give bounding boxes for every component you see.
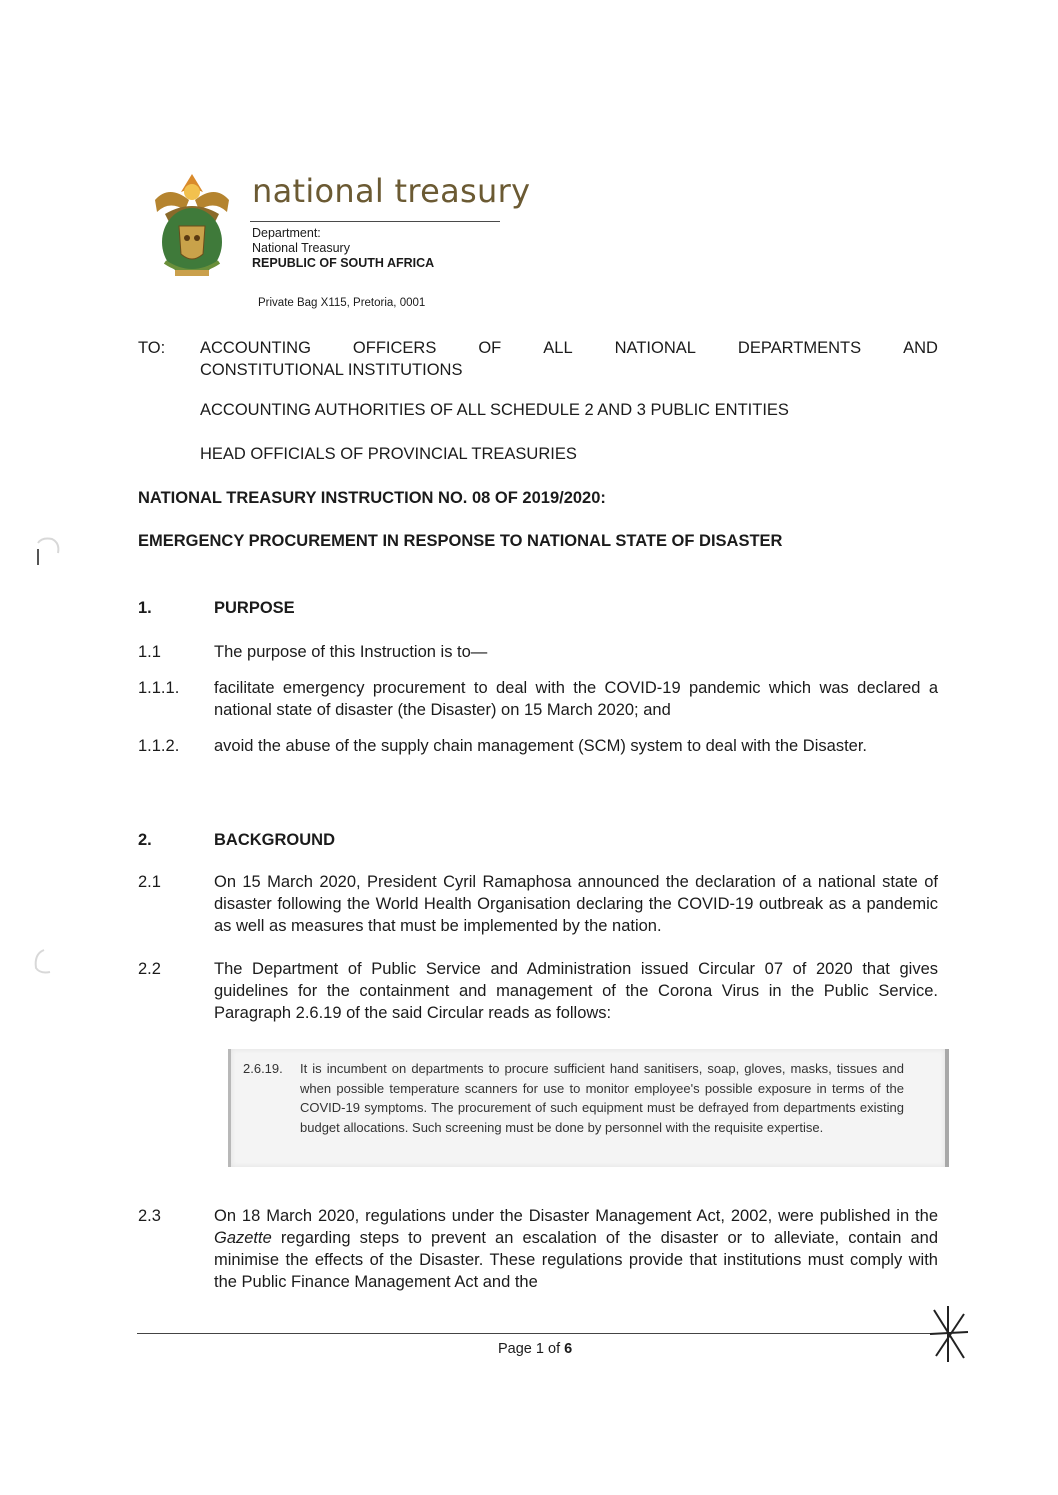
addressee-word: ALL <box>543 339 573 357</box>
paragraph-number: 2.2 <box>138 960 161 978</box>
paragraph-text <box>214 1205 938 1293</box>
department-block <box>252 226 434 271</box>
section-heading: BACKGROUND <box>214 831 335 849</box>
gazette-italic: Gazette <box>214 1229 272 1247</box>
paragraph-number: 2.1 <box>138 873 161 891</box>
country-name: REPUBLIC OF SOUTH AFRICA <box>252 256 435 270</box>
handwritten-initials-signature <box>924 1304 974 1366</box>
addressee-word: ACCOUNTING <box>200 339 311 357</box>
postal-address: Private Bag X115, Pretoria, 0001 <box>258 297 426 309</box>
addressee-line-2: ACCOUNTING AUTHORITIES OF ALL SCHEDULE 2 AND 3 PUBLIC ENTITIES <box>200 401 789 419</box>
page-prefix: Page <box>498 1341 536 1357</box>
paragraph-text: On 15 March 2020, President Cyril Ramaphosa announced the declaration of a national state of disaster following the World Health Organisation declaring the COVID-19 outbreak as a pandemic as well as measures that must be implemented by the nation. <box>214 873 938 935</box>
quote-number: 2.6.19. <box>243 1061 283 1076</box>
addressee-word: AND <box>903 339 938 357</box>
addressee-line-3: HEAD OFFICIALS OF PROVINCIAL TREASURIES <box>200 445 577 463</box>
footer-divider <box>137 1333 935 1334</box>
section-heading: PURPOSE <box>214 599 295 617</box>
to-label: TO: <box>138 339 166 357</box>
section-number: 1. <box>138 599 152 617</box>
page-total: 6 <box>564 1341 573 1357</box>
instruction-title: NATIONAL TREASURY INSTRUCTION NO. 08 OF 2019/2020: <box>138 489 606 507</box>
paragraph-number: 1.1.1. <box>138 679 180 697</box>
paragraph-text-part: On 18 March 2020, regulations under the Disaster Management Act, 2002, were published in the <box>214 1207 938 1225</box>
addressee-word: OF <box>478 339 502 357</box>
page-current: 1 <box>535 1341 544 1357</box>
department-name: National Treasury <box>252 241 350 255</box>
brand-divider <box>250 221 500 222</box>
addressee-line-1b: CONSTITUTIONAL INSTITUTIONS <box>200 361 463 379</box>
instruction-subject: EMERGENCY PROCUREMENT IN RESPONSE TO NATIONAL STATE OF DISASTER <box>138 532 783 550</box>
paragraph-text-part: regarding steps to prevent an escalation of the disaster or to alleviate, contain and minimise the effects of the Disaster. These regulations provide that institutions must comply with the Public Finance Management Act and the <box>214 1229 938 1291</box>
brand-wordmark: national treasury <box>252 172 531 210</box>
scan-artifact-mark <box>30 535 64 575</box>
scan-artifact-mark <box>30 948 56 976</box>
addressee-word: OFFICERS <box>352 339 437 357</box>
paragraph-text: The purpose of this Instruction is to— <box>214 643 488 661</box>
quote-text: It is incumbent on departments to procure sufficient hand sanitisers, soap, gloves, masks, tissues and when possible temperature scanners for use to monitor employee's possible exposure in terms of the COVID-19 symptoms. The procurement of such equipment must be defrayed from departments existing budget allocations. Such screening must be done by personnel with the requisite expertise. <box>300 1061 904 1135</box>
page-number <box>498 1341 572 1357</box>
department-label: Department: <box>252 226 321 240</box>
paragraph-text: The Department of Public Service and Administration issued Circular 07 of 2020 that gives guidelines for the containment and management of the Corona Virus in the Public Service. Paragraph 2.6.19 of the said Circular reads as follows: <box>214 960 938 1022</box>
coat-of-arms-logo <box>145 170 240 285</box>
page-of: of <box>543 1341 565 1357</box>
addressee-word: NATIONAL <box>614 339 696 357</box>
paragraph-number: 2.3 <box>138 1207 161 1225</box>
addressee-word: DEPARTMENTS <box>737 339 862 357</box>
paragraph-text: facilitate emergency procurement to deal with the COVID-19 pandemic which was declared a national state of disaster (the Disaster) on 15 March 2020; and <box>214 679 938 719</box>
paragraph-number: 1.1 <box>138 643 161 661</box>
section-number: 2. <box>138 831 152 849</box>
paragraph-number: 1.1.2. <box>138 737 180 755</box>
paragraph-text: avoid the abuse of the supply chain management (SCM) system to deal with the Disaster. <box>214 737 867 755</box>
addressee-line-1 <box>200 337 938 359</box>
